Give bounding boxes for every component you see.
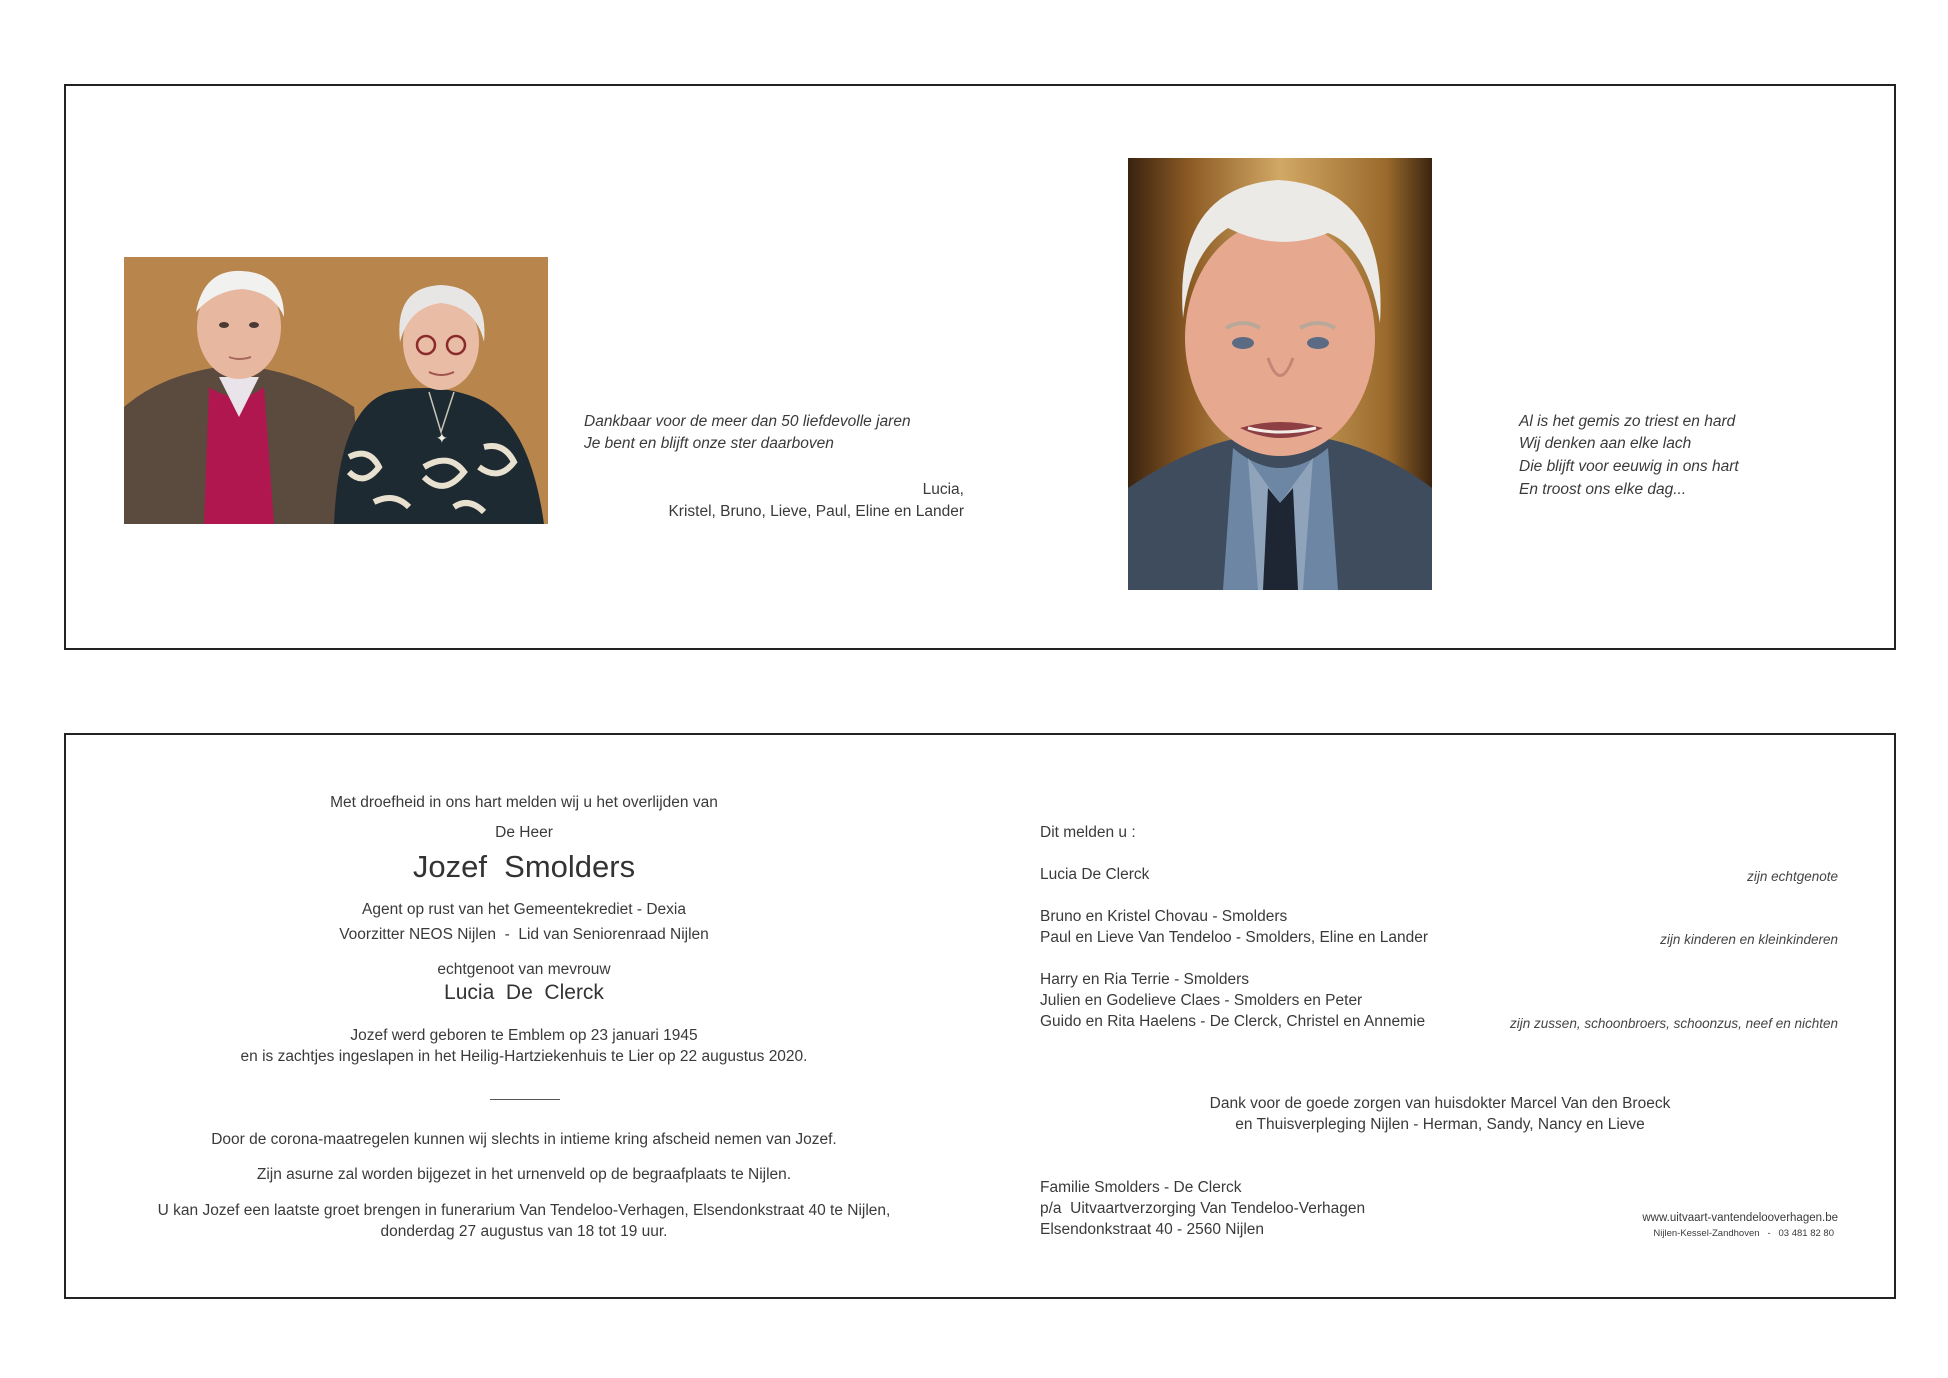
family-name: Harry en Ria Terrie - Smolders (1040, 971, 1250, 988)
memorial-card-inside (64, 733, 1896, 1299)
spouse-name: Lucia De Clerck (444, 981, 604, 1004)
family-relation: zijn kinderen en kleinkinderen (1660, 932, 1838, 947)
role-line-1: Agent op rust van het Gemeentekrediet - Dexia (362, 901, 686, 918)
address-line-3: Elsendonkstraat 40 - 2560 Nijlen (1040, 1221, 1265, 1238)
spouse-intro: echtgenoot van mevrouw (437, 961, 611, 978)
couple-caption-line-2: Je bent en blijft onze ster daarboven (584, 435, 834, 452)
poem-line-4: En troost ons elke dag... (1519, 481, 1687, 498)
portrait-illustration (1128, 158, 1432, 590)
memorial-card-front (64, 84, 1896, 650)
thanks-line-2: en Thuisverpleging Nijlen - Herman, Sandy, Nancy en Lieve (1235, 1116, 1645, 1133)
family-name: Guido en Rita Haelens - De Clerck, Christel en Annemie (1040, 1013, 1426, 1030)
address-line-2: p/a Uitvaartverzorging Van Tendeloo-Verhagen (1040, 1200, 1366, 1217)
deceased-name: Jozef Smolders (412, 849, 636, 884)
notice-visit-line-2: donderdag 27 augustus van 18 tot 19 uur. (380, 1223, 668, 1240)
couple-photo-illustration (124, 257, 548, 524)
family-name: Julien en Godelieve Claes - Smolders en Peter (1040, 992, 1363, 1009)
notice-visit-line-1: U kan Jozef een laatste groet brengen in funerarium Van Tendeloo-Verhagen, Elsendonkstraat 40 te Nijlen, (157, 1202, 891, 1219)
family-name: Bruno en Kristel Chovau - Smolders (1040, 908, 1288, 925)
undertaker-contact: Nijlen-Kessel-Zandhoven - 03 481 82 80 (1653, 1228, 1834, 1239)
undertaker-website[interactable]: www.uitvaart-vantendelooverhagen.be (1642, 1212, 1838, 1224)
signature-line-1: Lucia, (922, 481, 964, 498)
poem-line-3: Die blijft voor eeuwig in ons hart (1519, 458, 1739, 475)
honorific: De Heer (495, 824, 553, 841)
couple-photo (124, 257, 548, 524)
portrait-photo (1128, 158, 1432, 590)
family-name: Paul en Lieve Van Tendeloo - Smolders, Eline en Lander (1040, 929, 1429, 946)
address-line-1: Familie Smolders - De Clerck (1040, 1179, 1242, 1196)
signature-line-2: Kristel, Bruno, Lieve, Paul, Eline en Lander (668, 503, 964, 520)
life-line-1: Jozef werd geboren te Emblem op 23 januari 1945 (350, 1027, 698, 1044)
family-heading: Dit melden u : (1040, 824, 1136, 841)
poem-line-2: Wij denken aan elke lach (1519, 435, 1692, 452)
thanks-line-1: Dank voor de goede zorgen van huisdokter Marcel Van den Broeck (1209, 1095, 1671, 1112)
svg-text:✦: ✦ (436, 430, 448, 446)
notice-corona: Door de corona-maatregelen kunnen wij slechts in intieme kring afscheid nemen van Jozef. (211, 1131, 837, 1148)
life-line-2: en is zachtjes ingeslapen in het Heilig-Hartziekenhuis te Lier op 22 augustus 2020. (240, 1048, 808, 1065)
couple-caption-line-1: Dankbaar voor de meer dan 50 liefdevolle jaren (584, 413, 911, 430)
family-name: Lucia De Clerck (1040, 866, 1150, 883)
notice-urn: Zijn asurne zal worden bijgezet in het urnenveld op de begraafplaats te Nijlen. (256, 1166, 792, 1183)
role-line-2: Voorzitter NEOS Nijlen - Lid van Seniorenraad Nijlen (339, 926, 709, 943)
family-relation: zijn echtgenote (1747, 869, 1838, 884)
poem-line-1: Al is het gemis zo triest en hard (1519, 413, 1736, 430)
announcement-intro: Met droefheid in ons hart melden wij u het overlijden van (330, 794, 718, 811)
family-relation: zijn zussen, schoonbroers, schoonzus, neef en nichten (1510, 1016, 1838, 1031)
separator-rule (490, 1099, 560, 1100)
